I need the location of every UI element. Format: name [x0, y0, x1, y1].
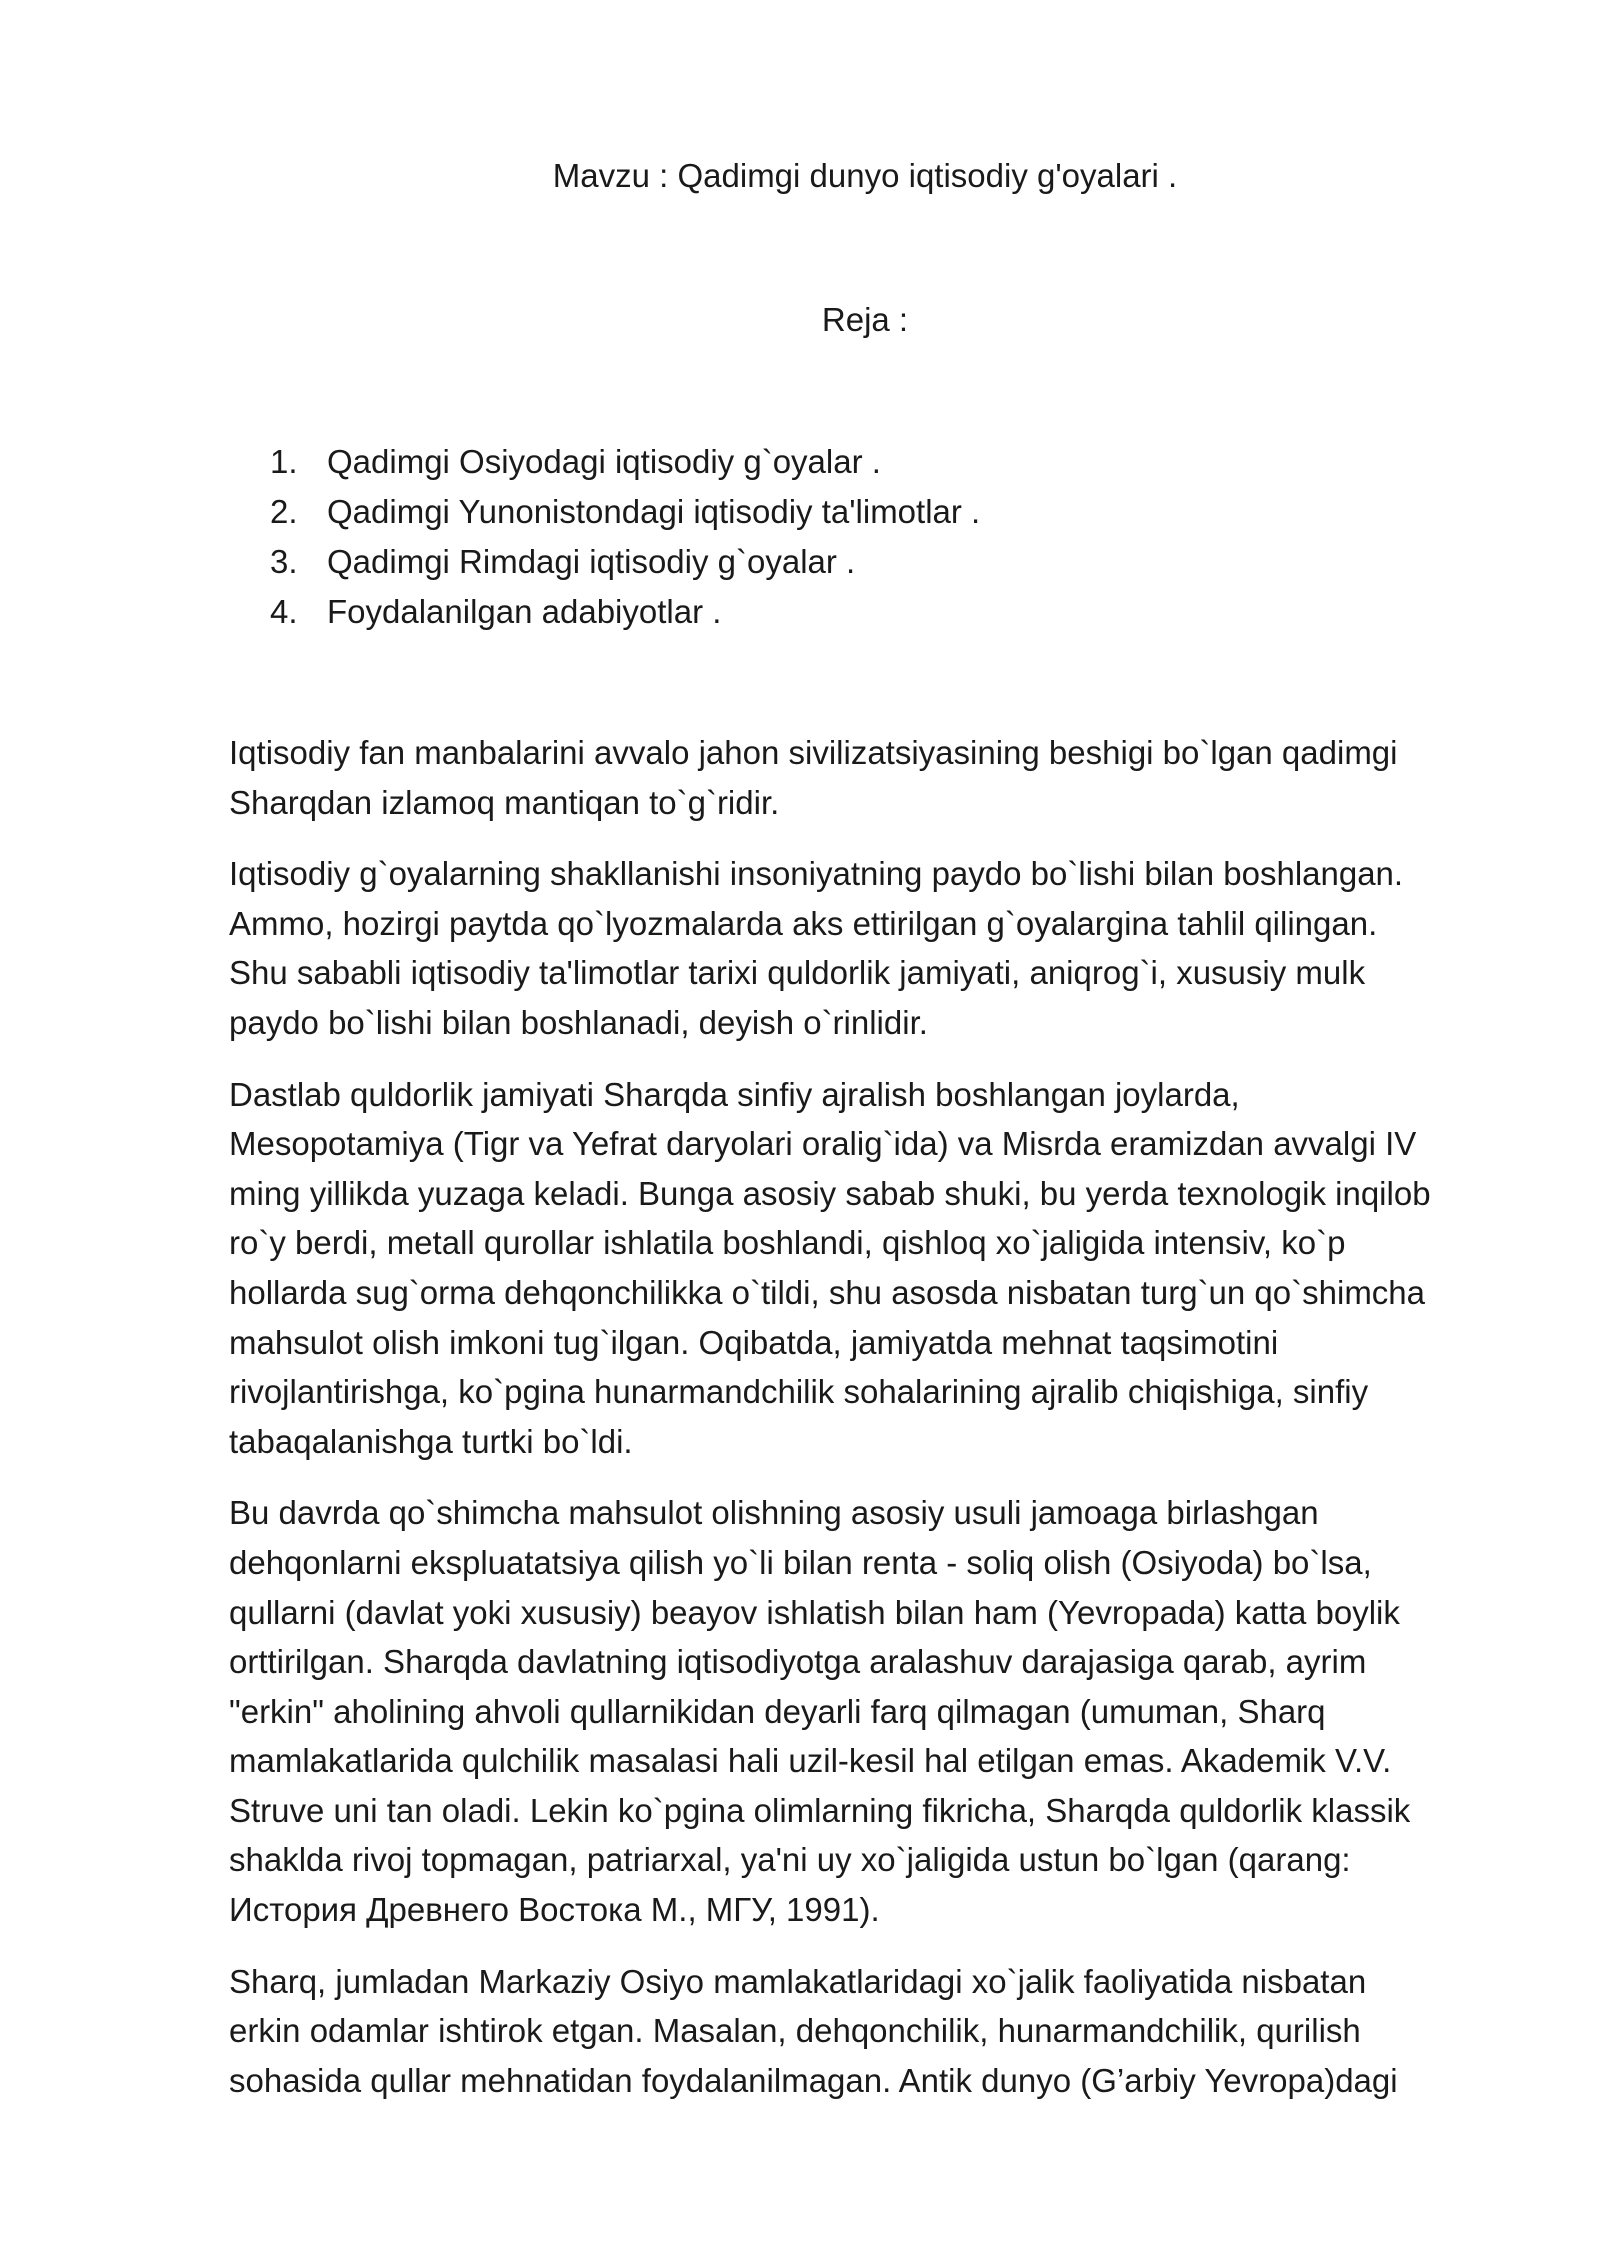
text-line: mahsulot olish imkoni tug`ilgan. Oqibatda, jamiyatda mehnat taqsimotini [229, 1323, 1279, 1361]
text-line: Dastlab quldorlik jamiyati Sharqda sinfiy ajralish boshlangan joylarda, [229, 1075, 1240, 1113]
paragraph [229, 1957, 1489, 2106]
text-line: dehqonlarni ekspluatatsiya qilish yo`li bilan renta - soliq olish (Osiyoda) bo`lsa, [229, 1543, 1372, 1581]
list-item-text: Qadimgi Yunonistondagi iqtisodiy ta'limotlar . [327, 493, 981, 530]
plan-heading: Reja : [821, 301, 909, 338]
page-title: Mavzu : Qadimgi dunyo iqtisodiy g'oyalari . [552, 157, 1178, 194]
text-line: Shu sababli iqtisodiy ta'limotlar tarixi quldorlik jamiyati, aniqrog`i, xususiy mulk [229, 954, 1366, 992]
text-line: Bu davrda qo`shimcha mahsulot olishning asosiy usuli jamoaga birlashgan [229, 1494, 1319, 1532]
list-item-number: 4. [270, 593, 298, 630]
text-line: sohasida qullar mehnatidan foydalanilmagan. Antik dunyo (G’arbiy Yevropa)dagi [229, 2061, 1398, 2099]
list-item-number: 1. [270, 443, 298, 480]
list-item-number: 2. [270, 493, 298, 530]
body-text [229, 728, 1489, 2127]
list-item [270, 487, 980, 537]
list-item-text: Qadimgi Osiyodagi iqtisodiy g`oyalar . [327, 443, 881, 480]
text-line: "erkin" aholining ahvoli qullarnikidan deyarli farq qilmagan (umuman, Sharq [229, 1692, 1326, 1730]
list-item-text: Foydalanilgan adabiyotlar . [327, 593, 722, 630]
paragraph [229, 1488, 1489, 1934]
text-line: qullarni (davlat yoki xususiy) beayov ishlatish bilan ham (Yevropada) katta boylik [229, 1593, 1400, 1631]
text-line: paydo bo`lishi bilan boshlanadi, deyish o`rinlidir. [229, 1003, 928, 1041]
text-line: rivojlantirishga, ko`pgina hunarmandchilik sohalarining ajralib chiqishiga, sinfiy [229, 1373, 1369, 1411]
plan-list [270, 437, 980, 637]
text-line: orttirilgan. Sharqda davlatning iqtisodiyotga aralashuv darajasiga qarab, ayrim [229, 1643, 1367, 1681]
list-item-text: Qadimgi Rimdagi iqtisodiy g`oyalar . [327, 543, 856, 580]
text-line: Sharq, jumladan Markaziy Osiyo mamlakatlaridagi xo`jalik faoliyatida nisbatan [229, 1962, 1367, 2000]
paragraph [229, 1070, 1489, 1467]
text-line: Mesopotamiya (Tigr va Yefrat daryolari oralig`ida) va Misrda eramizdan avvalgi IV [229, 1125, 1417, 1163]
paragraph [229, 728, 1489, 827]
text-line: Sharqdan izlamoq mantiqan to`g`ridir. [229, 783, 780, 821]
text-line: mamlakatlarida qulchilik masalasi hali uzil-kesil hal etilgan emas. Akademik V.V. [229, 1742, 1392, 1780]
list-item-number: 3. [270, 543, 298, 580]
text-line: Ammo, hozirgi paytda qo`lyozmalarda aks ettirilgan g`oyalargina tahlil qilingan. [229, 904, 1378, 942]
text-line: Iqtisodiy fan manbalarini avvalo jahon sivilizatsiyasining beshigi bo`lgan qadimgi [229, 734, 1398, 771]
text-line: hollarda sug`orma dehqonchilikka o`tildi, shu asosda nisbatan turg`un qo`shimcha [229, 1273, 1426, 1311]
text-line: ro`y berdi, metall qurollar ishlatila boshlandi, qishloq xo`jaligida intensiv, ko`p [229, 1224, 1346, 1262]
text-line: Struve uni tan oladi. Lekin ko`pgina olimlarning fikricha, Sharqda quldorlik klassik [229, 1791, 1411, 1829]
list-item [270, 537, 980, 587]
text-line: История Древнего Востока М., МГУ, 1991). [229, 1891, 880, 1929]
text-line: ming yillikda yuzaga keladi. Bunga asosiy sabab shuki, bu yerda texnologik inqilob [229, 1174, 1431, 1212]
paragraph [229, 849, 1489, 1047]
text-line: shaklda rivoj topmagan, patriarxal, ya'ni uy xo`jaligida ustun bo`lgan (qarang: [229, 1841, 1351, 1879]
text-line: tabaqalanishga turtki bo`ldi. [229, 1422, 633, 1460]
list-item [270, 437, 980, 487]
list-item [270, 587, 980, 637]
text-line: Iqtisodiy g`oyalarning shakllanishi insoniyatning paydo bo`lishi bilan boshlangan. [229, 855, 1404, 893]
text-line: erkin odamlar ishtirok etgan. Masalan, dehqonchilik, hunarmandchilik, qurilish [229, 2012, 1361, 2050]
